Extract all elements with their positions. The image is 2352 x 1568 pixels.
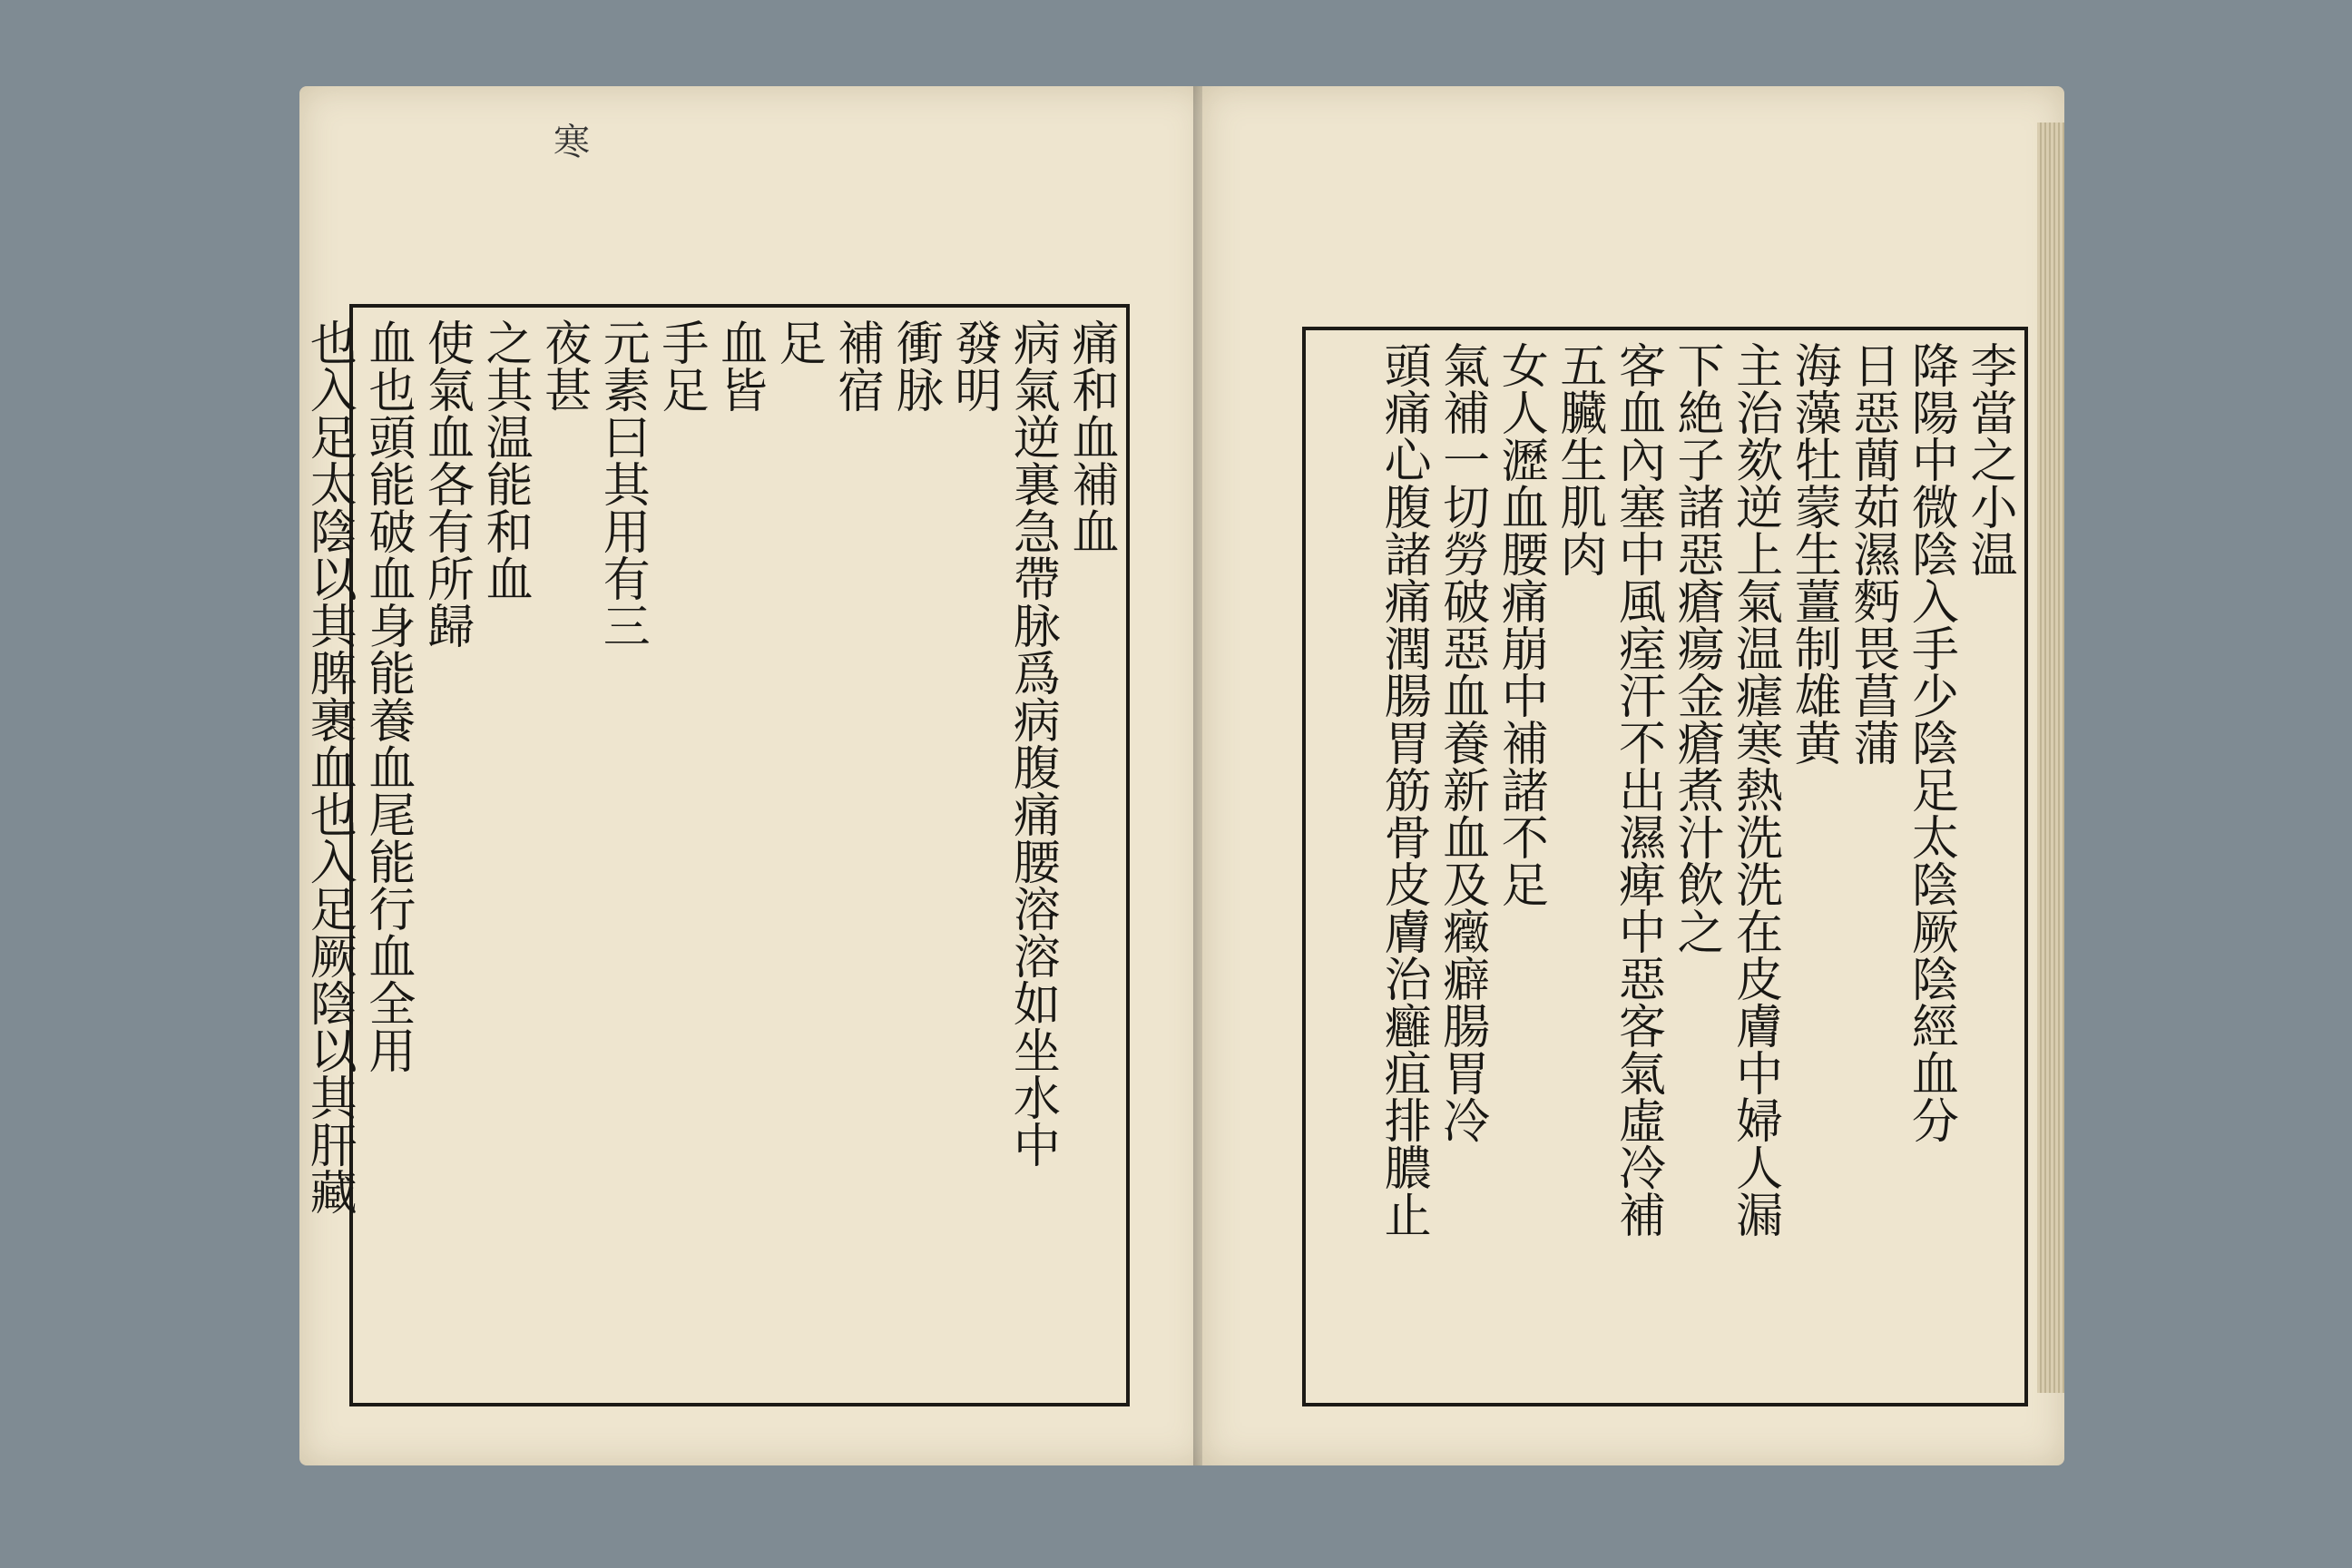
text-column: 五臟生肌肉 xyxy=(1551,341,1606,577)
text-column: 夜甚 xyxy=(535,318,591,413)
text-column: 痛和血補血 xyxy=(1063,318,1118,554)
text-column: 客血內塞中風痓汗不出濕痺中惡客氣虛冷補 xyxy=(1610,341,1665,1238)
text-column: 病氣逆裏急帶脉爲病腹痛腰溶溶如坐水中 xyxy=(1004,318,1060,1168)
text-column: 女人瀝血腰痛崩中補諸不足 xyxy=(1493,341,1548,907)
text-column: 補宿 xyxy=(828,318,884,413)
text-column: 發明 xyxy=(946,318,1001,413)
right-text-frame xyxy=(1302,327,2028,1406)
text-column: 主治欬逆上氣温瘧寒熱洗洗在皮膚中婦人漏 xyxy=(1727,341,1782,1238)
left-page xyxy=(299,86,1207,1465)
text-column: 氣補一切勞破惡血養新血及癥癖腸胃冷 xyxy=(1434,341,1489,1143)
text-column: 元素曰其用有三 xyxy=(594,318,650,649)
text-column: 衝脉 xyxy=(887,318,943,413)
text-column: 血也頭能破血身能養血尾能行血全用 xyxy=(359,318,415,1073)
text-column: 海藻牡蒙生薑制雄黄 xyxy=(1786,341,1841,766)
left-text-frame xyxy=(301,304,1130,1406)
right-columns xyxy=(1317,341,2014,1392)
text-column: 使氣血各有所歸 xyxy=(418,318,474,649)
text-column: 降陽中微陰入手少陰足太陰厥陰經血分 xyxy=(1903,341,1958,1143)
open-book xyxy=(272,86,2082,1475)
text-column: 手足 xyxy=(652,318,708,413)
text-column: 之其温能和血 xyxy=(477,318,533,602)
left-columns xyxy=(301,318,1118,1392)
page-edges xyxy=(2037,122,2064,1393)
text-column: 頭痛心腹諸痛潤腸胃筋骨皮膚治癰疽排膿止 xyxy=(1376,341,1431,1238)
text-column: 李當之小温 xyxy=(1962,341,2016,577)
text-column: 血皆 xyxy=(711,318,767,413)
text-column: 也入足太陰以其脾裹血也入足厥陰以其肝藏 xyxy=(301,318,357,1215)
text-column: 下絶子諸惡瘡瘍金瘡煮汁飲之 xyxy=(1669,341,1724,955)
text-column: 日惡蕳茹濕麪畏菖蒲 xyxy=(1844,341,1899,766)
right-page xyxy=(1202,86,2064,1465)
margin-character: 寒 xyxy=(554,122,590,163)
text-column: 足 xyxy=(770,318,826,366)
